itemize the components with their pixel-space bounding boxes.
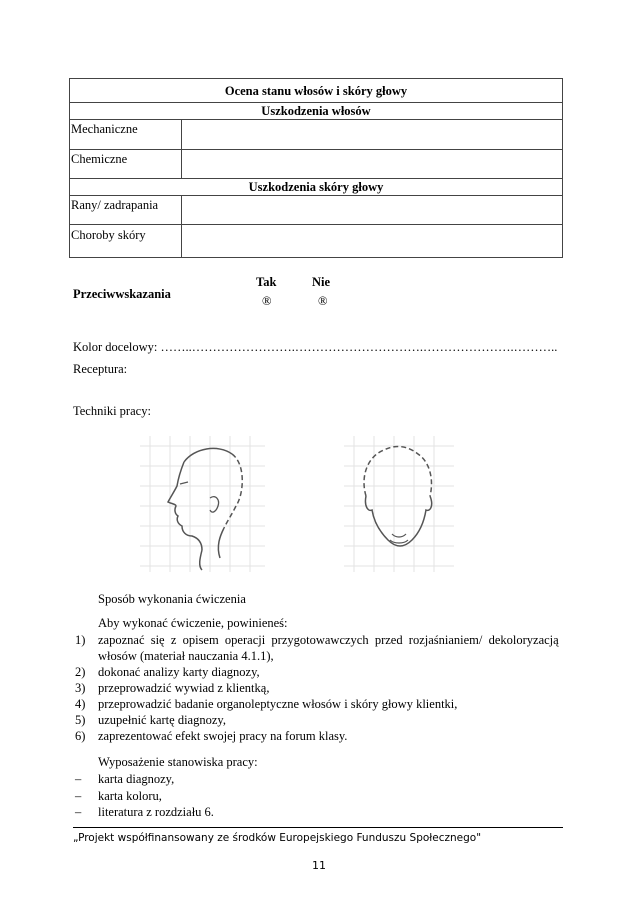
equipment-bullet: –: [75, 805, 82, 819]
yes-checkbox[interactable]: ®: [262, 294, 272, 308]
no-checkbox[interactable]: ®: [318, 294, 328, 308]
step-text: zapoznać się z opisem operacji przygotowawczych przed rozjaśnianiem/ dekoloryzacją: [98, 633, 559, 647]
exercise-heading: Sposób wykonania ćwiczenia: [98, 592, 246, 606]
equipment-item: karta diagnozy,: [98, 772, 175, 786]
row-mechanical-label: Mechaniczne: [71, 122, 138, 136]
equipment-bullet: –: [75, 789, 82, 803]
step-text: przeprowadzić badanie organoleptyczne włosów i skóry głowy klientki,: [98, 697, 458, 711]
step-text-continued: włosów (materiał nauczania 4.1.1),: [98, 649, 274, 663]
section-hair-damage: Uszkodzenia włosów: [261, 104, 371, 118]
contraindications-label: Przeciwwskazania: [73, 287, 171, 301]
exercise-intro: Aby wykonać ćwiczenie, powinieneś:: [98, 616, 288, 630]
row-wounds-label: Rany/ zadrapania: [71, 198, 159, 212]
wounds-input[interactable]: [182, 196, 562, 224]
footer-text: „Projekt współfinansowany ze środków Europejskiego Funduszu Społecznego": [73, 832, 482, 844]
step-number: 5): [75, 713, 86, 727]
page-number: 11: [312, 859, 326, 872]
step-text: zaprezentować efekt swojej pracy na forum klasy.: [98, 729, 348, 743]
step-number: 2): [75, 665, 86, 679]
techniques-label: Techniki pracy:: [73, 404, 151, 418]
row-chemical-label: Chemiczne: [71, 152, 128, 166]
step-text: dokonać analizy karty diagnozy,: [98, 665, 260, 679]
chemical-input[interactable]: [182, 150, 562, 178]
step-number: 1): [75, 633, 86, 647]
step-number: 6): [75, 729, 86, 743]
step-number: 4): [75, 697, 86, 711]
step-number: 3): [75, 681, 86, 695]
target-color-field[interactable]: Kolor docelowy: ……..…………………….………………………….………………….………..: [73, 340, 558, 354]
recipe-label: Receptura:: [73, 362, 128, 376]
section-scalp-damage: Uszkodzenia skóry głowy: [248, 180, 384, 194]
yes-label: Tak: [256, 275, 277, 289]
head-profile-sketch: [140, 436, 265, 572]
mechanical-input[interactable]: [182, 120, 562, 149]
step-text: przeprowadzić wywiad z klientką,: [98, 681, 270, 695]
equipment-heading: Wyposażenie stanowiska pracy:: [98, 755, 258, 769]
assessment-table: [69, 78, 563, 258]
no-label: Nie: [312, 275, 331, 289]
table-title: Ocena stanu włosów i skóry głowy: [224, 84, 408, 98]
footer-divider: [73, 827, 563, 828]
step-text: uzupełnić kartę diagnozy,: [98, 713, 226, 727]
equipment-item: literatura z rozdziału 6.: [98, 805, 214, 819]
equipment-item: karta koloru,: [98, 789, 162, 803]
row-skin-diseases-label: Choroby skóry: [71, 228, 146, 242]
head-front-sketch: [344, 436, 454, 572]
skin-diseases-input[interactable]: [182, 225, 562, 257]
equipment-bullet: –: [75, 772, 82, 786]
